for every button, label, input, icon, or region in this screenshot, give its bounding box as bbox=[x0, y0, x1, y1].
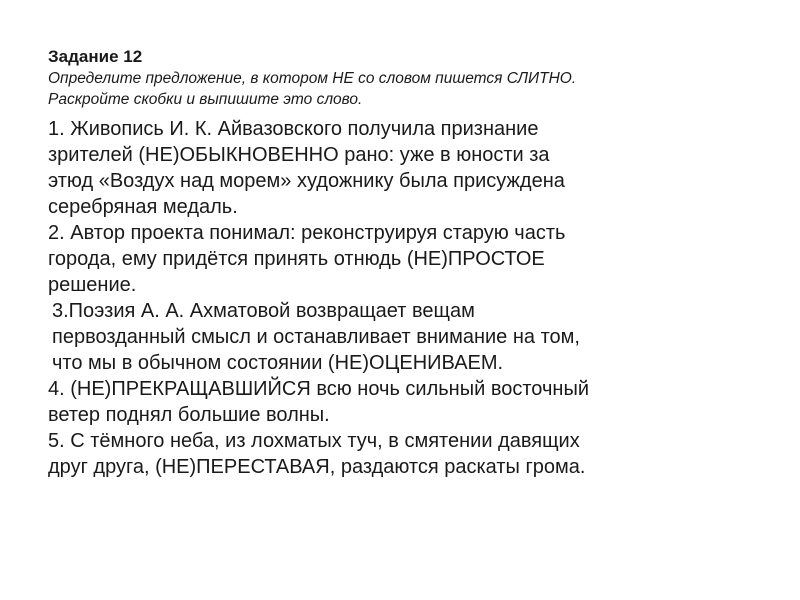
task-instruction-line-2: Раскройте скобки и выпишите это слово. bbox=[48, 91, 363, 108]
sentence-2-line-2: города, ему придётся принять отнюдь (НЕ)ПРОСТОЕ bbox=[48, 248, 545, 270]
sentence-5-line-2: друг друга, (НЕ)ПЕРЕСТАВАЯ, раздаются раскаты грома. bbox=[48, 456, 586, 478]
sentence-2-line-1: 2. Автор проекта понимал: реконструируя старую часть bbox=[48, 222, 566, 244]
sentence-4 bbox=[48, 376, 778, 428]
sentence-list bbox=[48, 116, 778, 480]
sentence-4-line-2: ветер поднял большие волны. bbox=[48, 404, 330, 426]
sentence-3 bbox=[48, 298, 778, 376]
sentence-3-line-2: первозданный смысл и останавливает внимание на том, bbox=[52, 326, 580, 348]
sentence-1-line-4: серебряная медаль. bbox=[48, 196, 238, 218]
task-title: Задание 12 bbox=[48, 47, 143, 66]
sentence-2 bbox=[48, 220, 778, 298]
sentence-3-line-3: что мы в обычном состоянии (НЕ)ОЦЕНИВАЕМ. bbox=[52, 352, 504, 374]
sentence-1-line-1: 1. Живопись И. К. Айвазовского получила признание bbox=[48, 118, 539, 140]
sentence-5 bbox=[48, 428, 778, 480]
sentence-1-line-3: этюд «Воздух над морем» художнику была присуждена bbox=[48, 170, 565, 192]
sentence-1 bbox=[48, 116, 778, 220]
sentence-3-line-1: 3.Поэзия А. А. Ахматовой возвращает вещам bbox=[52, 300, 475, 322]
task-slide bbox=[48, 46, 778, 480]
sentence-1-line-2: зрителей (НЕ)ОБЫКНОВЕННО рано: уже в юности за bbox=[48, 144, 550, 166]
sentence-2-line-3: решение. bbox=[48, 274, 137, 296]
task-instruction-line-1: Определите предложение, в котором НЕ со словом пишется СЛИТНО. bbox=[48, 70, 577, 87]
sentence-5-line-1: 5. С тёмного неба, из лохматых туч, в смятении давящих bbox=[48, 430, 580, 452]
sentence-4-line-1: 4. (НЕ)ПРЕКРАЩАВШИЙСЯ всю ночь сильный восточный bbox=[48, 378, 589, 400]
